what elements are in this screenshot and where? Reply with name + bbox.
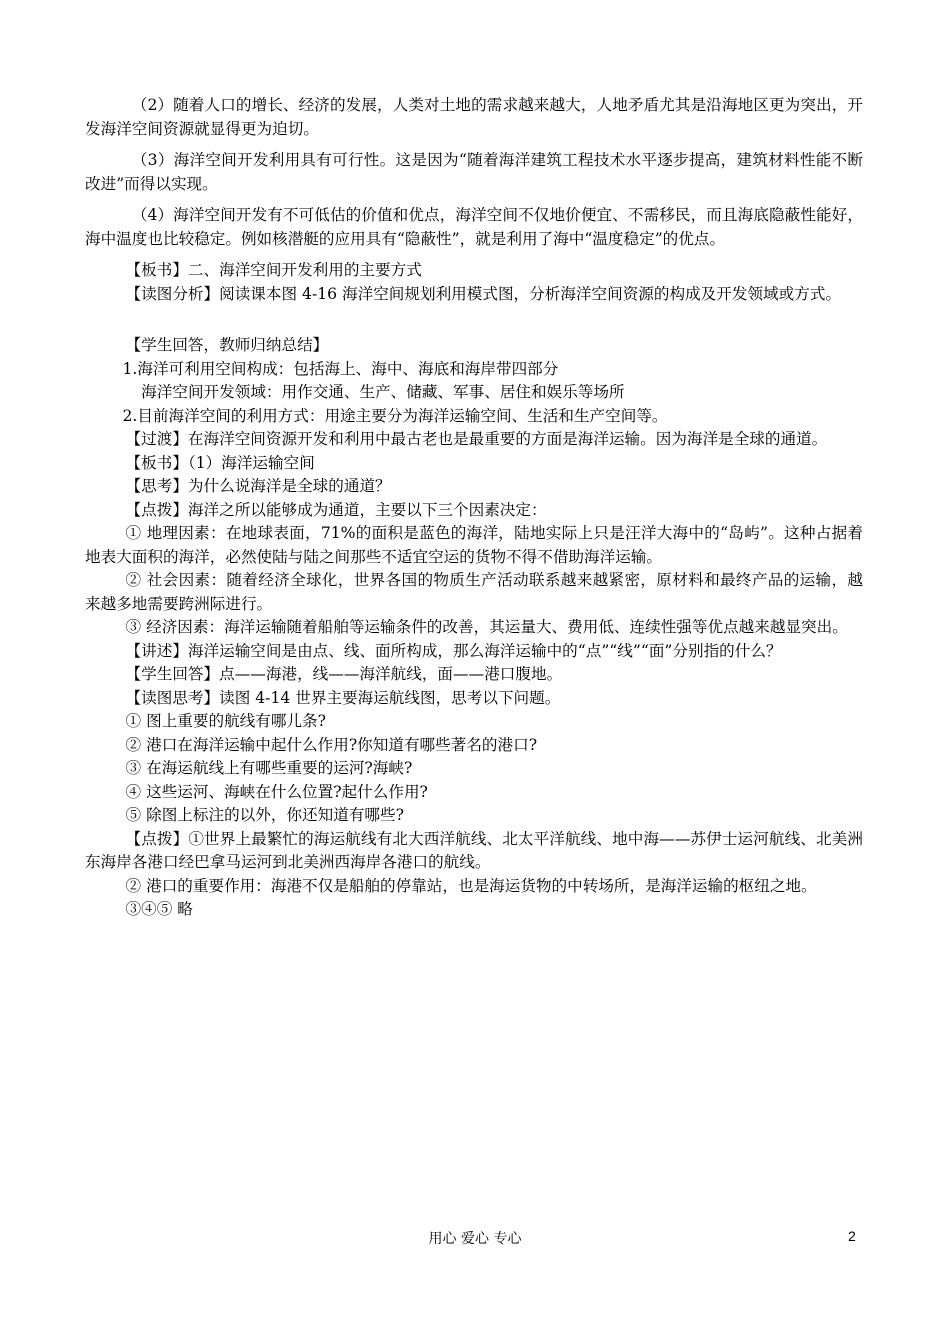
factor-society: ② 社会因素：随着经济全球化，世界各国的物质生产活动联系越来越紧密，原材料和最终产品的运输，越来越多地需要跨洲际进行。: [85, 571, 863, 613]
paragraph-2: （2）随着人口的增长、经济的发展，人类对土地的需求越来越大，人地矛盾尤其是沿海地区更为突出，开发海洋空间资源就显得更为迫切。: [85, 96, 864, 138]
answer-item-1-sub: 海洋空间开发领域：用作交通、生产、储藏、军事、居住和娱乐等场所: [141, 383, 625, 401]
page-number: 2: [848, 1228, 856, 1244]
student-answer: 【学生回答】点——海港，线——海洋航线，面——港口腹地。: [125, 665, 563, 683]
guidance-intro: 【点拨】海洋之所以能够成为通道，主要以下三个因素决定：: [125, 500, 547, 519]
read-figure-think: 【读图思考】读图 4-14 世界主要海运航线图，思考以下问题。: [125, 688, 561, 707]
paragraph-4: （4）海洋空间开发有不可低估的价值和优点，海洋空间不仅地价便宜、不需移民，而且海底隐蔽性能好，海中温度也比较稳定。例如核潜艇的应用具有“隐蔽性”，就是利用了海中“温度稳定”的优点。: [85, 206, 864, 248]
student-answer-heading: 【学生回答，教师归纳总结】: [125, 336, 329, 354]
lecture-paragraph: 【讲述】海洋运输空间是由点、线、面所构成，那么海洋运输中的“点”“线”“面”分别指的什么？: [125, 641, 782, 660]
board-heading-2: 【板书】二、海洋空间开发利用的主要方式: [125, 261, 422, 279]
guidance-answer-1: 【点拨】①世界上最繁忙的海运航线有北大西洋航线、北太平洋航线、地中海——苏伊士运河航线、北美洲东海岸各港口经巴拿马运河到北美洲西海岸各港口的航线。: [85, 829, 863, 871]
document-body: [85, 94, 863, 922]
transition-paragraph: 【过渡】在海洋空间资源开发和利用中最古老也是最重要的方面是海洋运输。因为海洋是全球的通道。: [125, 430, 828, 448]
guidance-answer-rest: ③④⑤ 略: [125, 900, 193, 918]
think-question: 【思考】为什么说海洋是全球的通道？: [125, 477, 391, 495]
question-5: ⑤ 除图上标注的以外，你还知道有哪些?: [125, 806, 404, 824]
board-heading-transport: 【板书】（1）海洋运输空间: [125, 453, 315, 472]
factor-geography: ① 地理因素：在地球表面，71%的面积是蓝色的海洋，陆地实际上只是汪洋大海中的“岛屿”。这种占据着地表大面积的海洋，必然使陆与陆之间那些不适宜空运的货物不得不借助海洋运输。: [85, 524, 863, 566]
question-2: ② 港口在海洋运输中起什么作用?你知道有哪些著名的港口?: [125, 735, 538, 754]
read-figure-analysis: 【读图分析】阅读课本图 4-16 海洋空间规划利用模式图，分析海洋空间资源的构成及开发领域或方式。: [125, 284, 842, 303]
page-footer: 用心 爱心 专心: [428, 1231, 522, 1247]
answer-item-1: 1.海洋可利用空间构成：包括海上、海中、海底和海岸带四部分: [122, 359, 559, 378]
question-1: ① 图上重要的航线有哪儿条?: [125, 712, 326, 730]
factor-economy: ③ 经济因素：海洋运输随着船舶等运输条件的改善，其运量大、费用低、连续性强等优点越来越显突出。: [125, 618, 848, 636]
answer-item-2: 2.目前海洋空间的利用方式：用途主要分为海洋运输空间、生活和生产空间等。: [122, 406, 668, 425]
question-4: ④ 这些运河、海峡在什么位置?起什么作用?: [125, 782, 428, 801]
guidance-answer-2: ② 港口的重要作用：海港不仅是船舶的停靠站，也是海运货物的中转场所，是海洋运输的枢纽之地。: [125, 876, 817, 895]
question-3: ③ 在海运航线上有哪些重要的运河?海峡?: [125, 759, 413, 777]
paragraph-3: （3）海洋空间开发利用具有可行性。这是因为“随着海洋建筑工程技术水平逐步提高，建筑材料性能不断改进”而得以实现。: [85, 151, 863, 193]
